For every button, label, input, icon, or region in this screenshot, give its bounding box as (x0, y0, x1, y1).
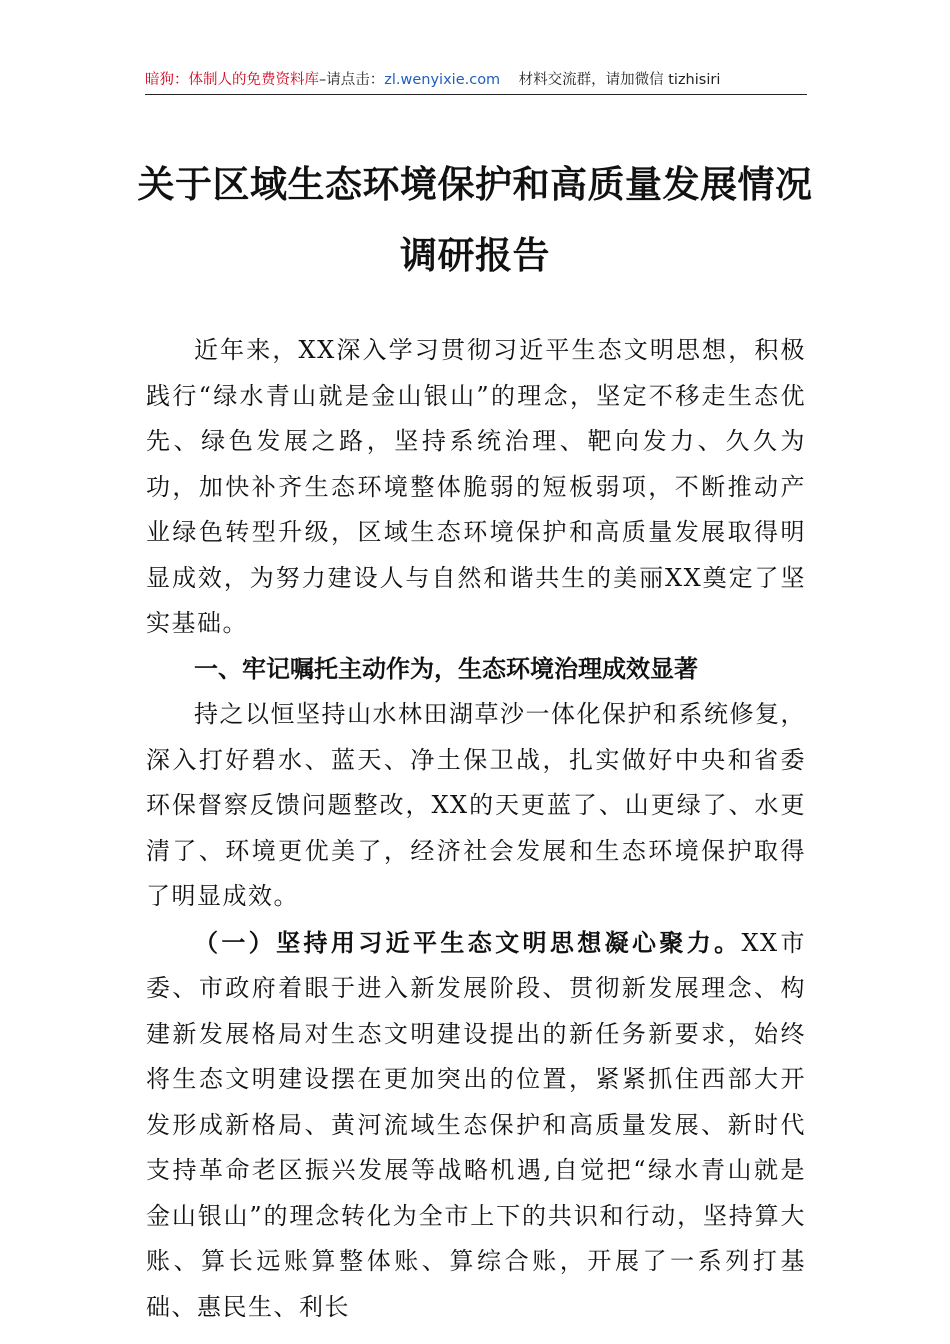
subsection1-lead: （一）坚持用习近平生态文明思想凝心聚力。 (194, 927, 742, 957)
document-title-line2: 调研报告 (400, 233, 550, 277)
intro-paragraph: 近年来，XX深入学习贯彻习近平生态文明思想，积极践行“绿水青山就是金山银山”的理念，坚定不移走生态优先、绿色发展之路，坚持系统治理、靶向发力、久久为功，加快补齐生态环境整体脆弱的短板弱项，不断推动产业绿色转型升级，区域生态环境保护和高质量发展取得明显成效，为努力建设人与自然和谐共生的美丽XX奠定了坚实基础。 (146, 336, 806, 637)
subsection1-body: XX市委、市政府着眼于进入新发展阶段、贯彻新发展理念、构建新发展格局对生态文明建设提出的新任务新要求，始终将生态文明建设摆在更加突出的位置，紧紧抓住西部大开发形成新格局、黄河流域生态保护和高质量发展、新时代支持革命老区振兴发展等战略机遇,自觉把“绿水青山就是金山银山”的理念转化为全市上下的共识和行动，坚持算大账、算长远账算整体账、算综合账，开展了一系列打基础、惠民生、利长 (146, 928, 807, 1321)
header-click-prompt: –请点击： (319, 72, 385, 88)
subsection1-paragraph (146, 920, 806, 1331)
page-header (145, 66, 807, 95)
header-url-link[interactable]: zl.wenyixie.com (384, 72, 501, 88)
document-body (146, 328, 806, 1330)
section1-heading: 一、牢记嘱托主动作为，生态环境治理成效显著 (194, 654, 698, 683)
header-brand: 暗狗：体制人的免费资料库 (145, 72, 319, 88)
section1-paragraph: 持之以恒坚持山水林田湖草沙一体化保护和系统修复，深入打好碧水、蓝天、净土保卫战，扎实做好中央和省委环保督察反馈问题整改，XX的天更蓝了、山更绿了、水更清了、环境更优美了，经济社会发展和生态环境保护取得了明显成效。 (146, 700, 806, 910)
header-group-note: 材料交流群，请加微信 tizhisiri (518, 72, 721, 88)
document-title-line1: 关于区域生态环境保护和高质量发展情况 (137, 162, 813, 206)
